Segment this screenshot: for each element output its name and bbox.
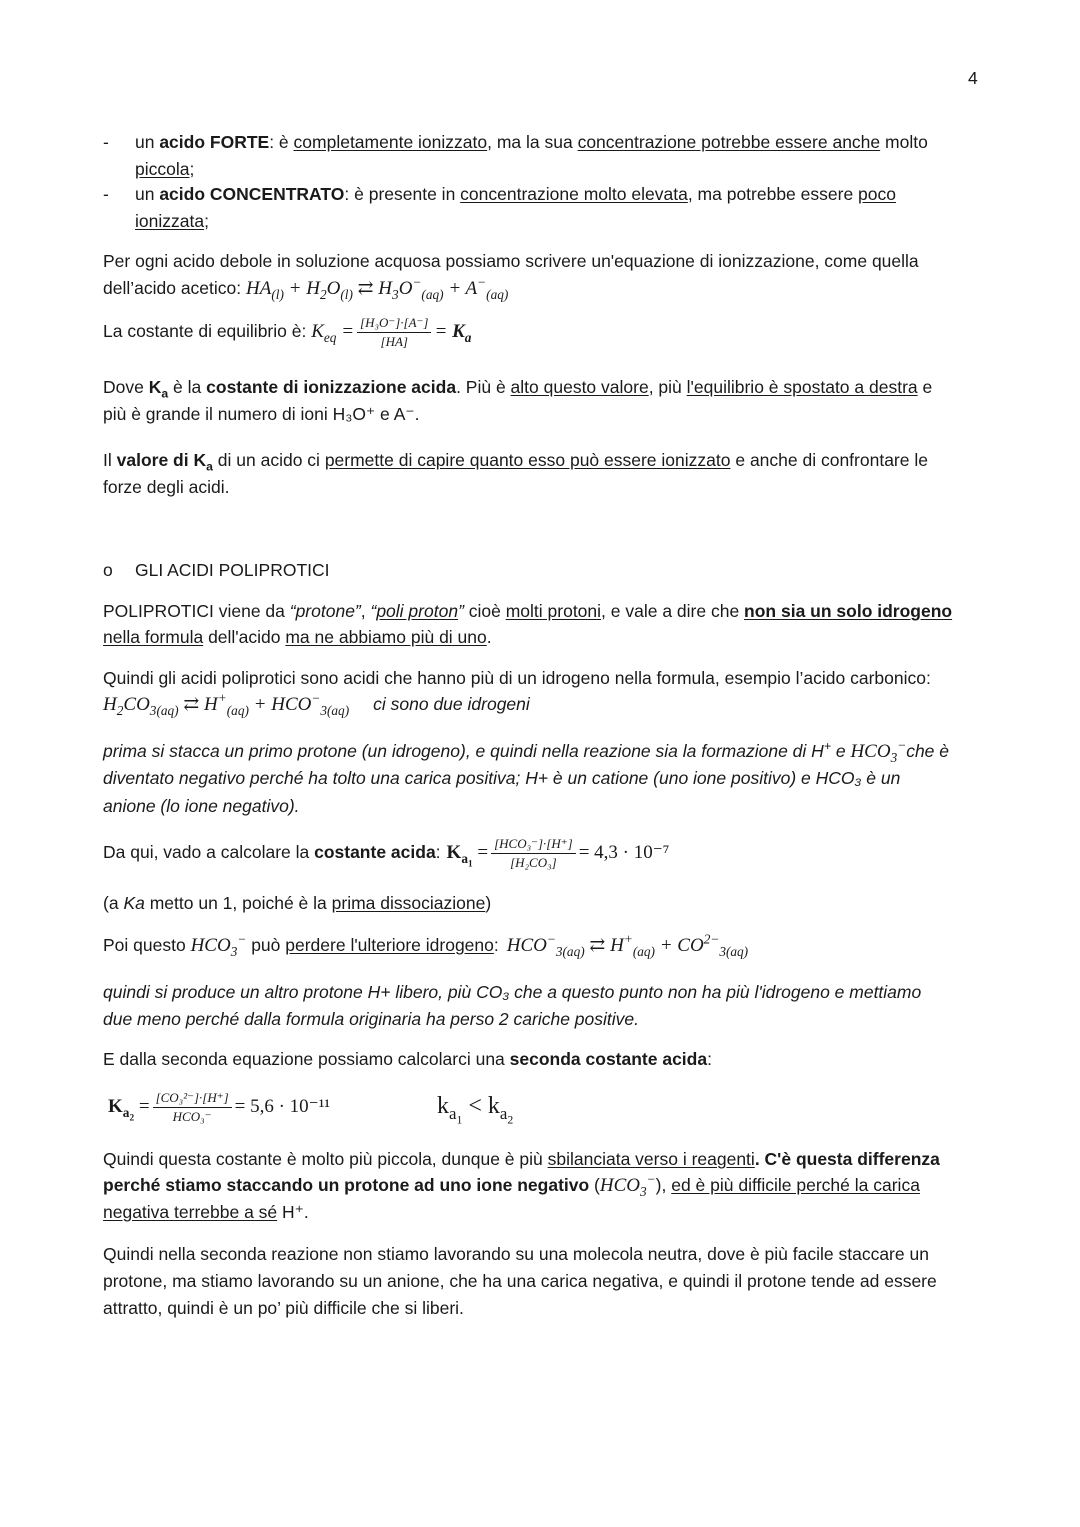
ka1-calculation-line: [103, 836, 669, 871]
ka-comparison: $k_{a_1} < k_{a_2}$: [437, 1093, 514, 1127]
bullet-text-line2: [135, 159, 194, 180]
fraction-numerator: [HCO₃⁻]·[H⁺]: [491, 836, 576, 854]
ka2-value: = 5,6 · 10⁻¹¹: [234, 1096, 331, 1118]
bold-term: acido FORTE: [159, 132, 270, 152]
text: ,: [360, 601, 371, 621]
subscript: a: [206, 459, 213, 474]
fraction-numerator: [H₃O⁻]·[A⁻]: [357, 315, 431, 333]
ka1-symbol: $K_{a_1}$ =: [446, 842, 489, 870]
ka2-formula-line: [108, 1090, 330, 1125]
ka2-symbol: $K_{a_2}$ =: [108, 1096, 150, 1124]
text: cioè: [463, 601, 506, 621]
text: , ma potrebbe essere: [687, 184, 859, 204]
text: dell’acido acetico:: [103, 278, 246, 298]
paragraph-piccola-line3: [103, 1202, 309, 1223]
text: può: [246, 935, 286, 955]
underlined-text: poco: [858, 184, 896, 204]
text: ),: [655, 1175, 672, 1195]
paragraph-piccola-line1: [103, 1149, 940, 1170]
underlined-text: permette di capire quanto esso può essere ionizzato: [324, 450, 731, 470]
text: ”: [458, 601, 464, 621]
paragraph-prima-line2: diventato negativo perché ha tolto una carica positiva; H+ è un catione (uno ione positivo) e HCO₃ è un: [103, 768, 901, 788]
text: , più: [648, 377, 687, 397]
underlined-text: concentrazione molto elevata: [460, 184, 688, 204]
italic-text: Ka: [123, 893, 145, 913]
text: :: [707, 1049, 712, 1069]
equation-carbonic-acid-line: [103, 690, 530, 718]
bullet-text-line2: [135, 211, 209, 232]
italic-text: “protone”: [289, 601, 361, 621]
underlined-text: molti protoni: [505, 601, 602, 621]
hco3-formula: $HCO_3^-$: [599, 1171, 656, 1199]
text: E dalla seconda equazione possiamo calcolarci una: [103, 1049, 510, 1069]
text: POLIPROTICI viene da: [103, 601, 290, 621]
text: :: [493, 935, 499, 955]
paragraph-ka-line1: [103, 377, 933, 401]
equilibrium-constant-line: [103, 315, 471, 350]
text: dell'acido: [203, 627, 286, 647]
text: ;: [204, 211, 209, 231]
paragraph-prima-line1: prima si stacca un primo protone (un idrogeno), e quindi nella reazione sia la formazione di H+ e $HCO_3^-che$ è: [103, 737, 950, 765]
paragraph-final-line3: attratto, quindi è un po’ più difficile che si liberi.: [103, 1298, 464, 1318]
ka1-value: = 4,3 · 10⁻⁷: [578, 842, 670, 864]
text: e: [917, 377, 933, 397]
bold-term: seconda costante acida: [509, 1049, 708, 1069]
underlined-text: ma ne abbiamo più di uno: [285, 627, 487, 647]
paragraph-seconda: [103, 1049, 712, 1070]
paragraph-quindi-line1: Quindi gli acidi poliprotici sono acidi che hanno più di un idrogeno nella formula, esempio l’acido carbonico:: [103, 668, 931, 688]
text: ): [485, 893, 492, 913]
text: che è: [906, 741, 950, 761]
section-bullet: o: [103, 560, 113, 580]
equation-note: ci sono due idrogeni: [373, 694, 530, 714]
underlined-text: ed è più difficile perché la carica: [671, 1175, 920, 1195]
ka-symbol: = $K_a$: [434, 321, 472, 345]
underlined-text: poli proton: [376, 601, 459, 621]
text: La costante di equilibrio è:: [103, 321, 312, 342]
paragraph-ionization-line2: [103, 274, 509, 302]
underlined-text: ionizzata: [135, 211, 205, 231]
paragraph-co3-line2: due meno perché dalla formula originaria ha perso 2 cariche positive.: [103, 1009, 639, 1029]
text: è la: [168, 377, 207, 397]
text: Quindi questa costante è molto più piccola, dunque è più: [103, 1149, 548, 1169]
paragraph-valore-line1: [103, 450, 928, 474]
text: . Più è: [456, 377, 511, 397]
fraction-numerator: [CO₃²⁻]·[H⁺]: [153, 1090, 232, 1108]
text: (a: [103, 893, 124, 913]
text: un: [135, 132, 160, 152]
text: Poi questo: [103, 935, 191, 955]
fraction-denominator: [HA]: [380, 334, 408, 349]
fraction-denominator: HCO₃⁻: [172, 1109, 212, 1124]
ka1-fraction: [491, 836, 576, 871]
underlined-text: perdere l'ulteriore idrogeno: [285, 935, 494, 955]
paragraph-piccola-line2: perché stiamo staccando un protone ad uno ione negativo $(HCO_3^-)$, ed è più difficile perché la carica: [103, 1171, 920, 1199]
paragraph-ka1-note: [103, 893, 491, 914]
paragraph-co3-line1: quindi si produce un altro protone H+ libero, più CO₃ che a questo punto non ha più l'idrogeno e mettiamo: [103, 982, 922, 1002]
bold-term: costante di ionizzazione acida: [206, 377, 457, 397]
keq-fraction: [357, 315, 431, 350]
paragraph-prima-line3: anione (lo ione negativo).: [103, 796, 300, 816]
text: :: [435, 842, 441, 863]
bold-term: perché stiamo staccando un protone ad uno ione negativo: [103, 1175, 590, 1195]
fraction-denominator: [H₂CO₃]: [510, 855, 557, 870]
text: e anche di confrontare le: [730, 450, 928, 470]
page-number: 4: [968, 68, 978, 88]
text: .: [754, 1149, 765, 1169]
bullet-dash: -: [103, 132, 109, 152]
ka2-fraction: [153, 1090, 232, 1125]
text: H⁺.: [277, 1202, 309, 1222]
bold-term: valore di K: [116, 450, 207, 470]
text: molto: [880, 132, 928, 152]
paragraph-poli-line2: [103, 627, 492, 648]
underlined-text: alto questo valore: [510, 377, 649, 397]
text: prima si stacca un primo protone (un idrogeno), e quindi nella reazione sia la formazione di H: [103, 741, 824, 761]
text: ;: [189, 159, 195, 179]
text: Da qui, vado a calcolare la: [103, 842, 315, 863]
text: , ma la sua: [487, 132, 578, 152]
keq-symbol: $K_{eq}$ =: [311, 321, 355, 345]
paragraph-final-line2: protone, ma stiamo lavorando su un anione, che ha una carica negativa, e quindi il protone tende ad essere: [103, 1271, 937, 1291]
bold-term: costante acida: [314, 842, 436, 863]
paragraph-valore-line2: forze degli acidi.: [103, 477, 230, 497]
subscript: a: [161, 386, 169, 401]
underlined-text: concentrazione potrebbe essere anche: [577, 132, 881, 152]
text: e: [830, 741, 851, 761]
paragraph-ka-line2: più è grande il numero di ioni H₃O⁺ e A⁻.: [103, 404, 420, 424]
text: .: [486, 627, 492, 647]
bold-underlined-text: non sia un solo idrogeno: [744, 601, 953, 621]
text: un: [135, 184, 160, 204]
text: metto un 1, poiché è la: [144, 893, 332, 913]
underlined-text: nella formula: [103, 627, 204, 647]
equation-carbonic-acid: $H_2CO_{3(aq)}$ ⇄ $H^+_{(aq)} + HCO^-_{3(aq)}$: [103, 690, 350, 718]
paragraph-poi: [103, 931, 749, 959]
text: Dove: [103, 377, 149, 397]
paragraph-poli-line1: [103, 601, 952, 622]
underlined-text: sbilanciata verso i reagenti: [547, 1149, 755, 1169]
underlined-text: completamente ionizzato: [293, 132, 488, 152]
text: , e vale a dire che: [601, 601, 745, 621]
text: Il: [103, 450, 117, 470]
underlined-text: negativa terrebbe a sé: [103, 1202, 278, 1222]
bullet-text: [135, 132, 928, 153]
paragraph-ionization-line1: Per ogni acido debole in soluzione acquosa possiamo scrivere un'equazione di ionizzazione, come quella: [103, 251, 919, 271]
text: K: [148, 377, 162, 397]
paragraph-final-line1: Quindi nella seconda reazione non stiamo lavorando su una molecola neutra, dove è più facile staccare un: [103, 1244, 929, 1264]
text: di un acido ci: [212, 450, 325, 470]
bold-term: C'è questa differenza: [764, 1149, 940, 1169]
text: : è: [269, 132, 294, 152]
text: : è presente in: [344, 184, 461, 204]
bold-term: acido CONCENTRATO: [159, 184, 345, 204]
underlined-text: piccola: [135, 159, 190, 179]
hco3-formula: $HCO_3^-$: [190, 931, 247, 959]
section-heading: GLI ACIDI POLIPROTICI: [135, 560, 330, 580]
bullet-text: [135, 184, 896, 205]
underlined-text: l'equilibrio è spostato a destra: [686, 377, 918, 397]
equation-acetic-acid: $HA_{(l)} + H_2O_{(l)}$ ⇄ $H_3O^-_{(aq)} + A^-_{(aq)}$: [246, 274, 509, 302]
text: “: [370, 601, 377, 621]
equation-bicarbonate: $HCO^-_{3(aq)}$ ⇄ $H^+_{(aq)} + CO^{2-}_{3(aq)}$: [506, 931, 749, 959]
bullet-dash: -: [103, 184, 109, 204]
hco3-formula: $HCO_3^-$: [850, 737, 907, 765]
underlined-text: prima dissociazione: [331, 893, 486, 913]
